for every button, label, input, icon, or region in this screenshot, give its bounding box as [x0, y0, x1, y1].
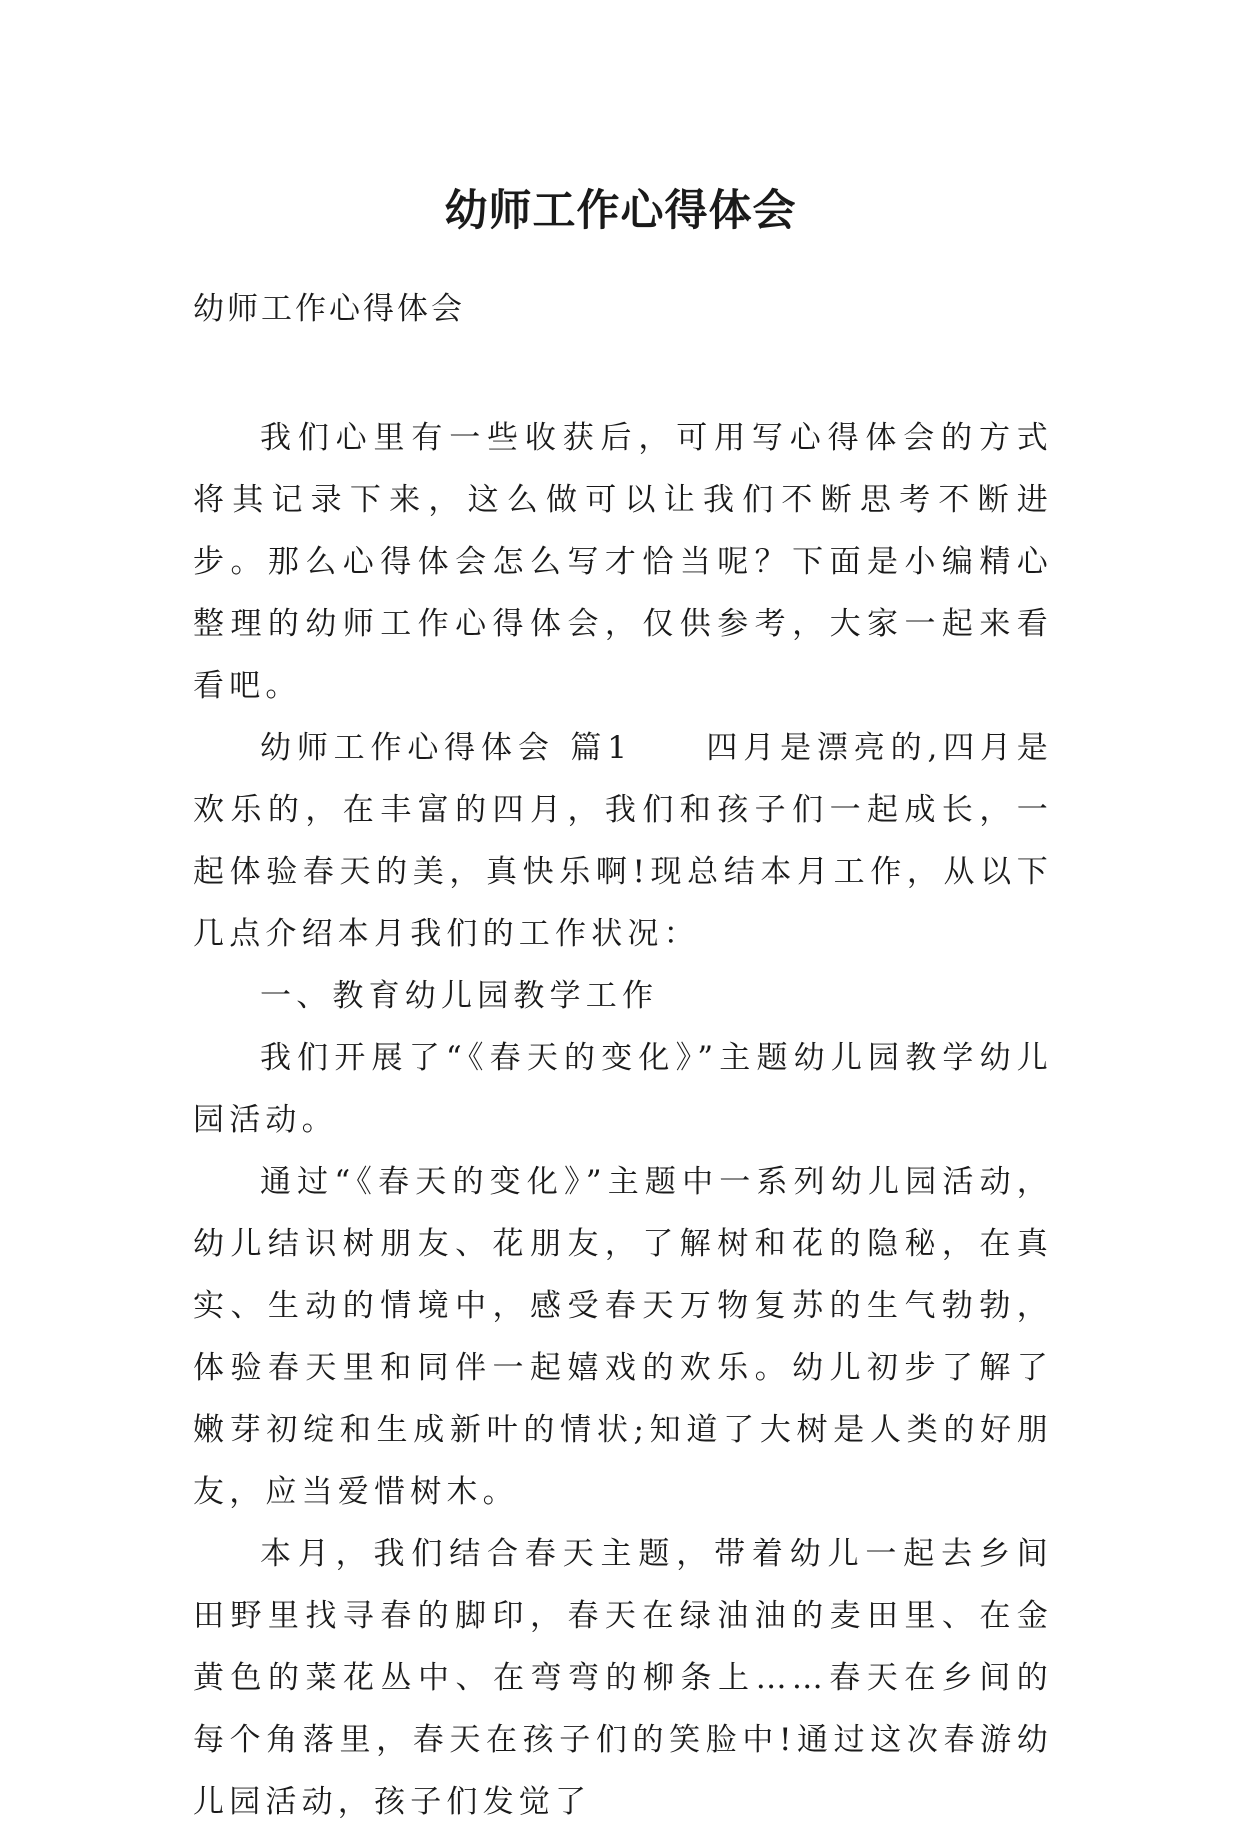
paragraph-theme-activity: 我们开展了“《春天的变化》”主题幼儿园教学幼儿园活动。	[193, 1040, 1053, 1138]
paragraph-heading-teaching: 一、教育幼儿园教学工作	[260, 978, 659, 1014]
paragraph-section-1: 幼师工作心得体会 篇1 四月是漂亮的,四月是欢乐的，在丰富的四月，我们和孩子们一起成长，一起体验春天的美，真快乐啊!现总结本月工作，从以下几点介绍本月我们的工作状况：	[193, 730, 1053, 952]
document-title: 幼师工作心得体会	[444, 185, 797, 236]
paragraph-theme-details: 通过“《春天的变化》”主题中一系列幼儿园活动，幼儿结识树朋友、花朋友，了解树和花的隐秘，在真实、生动的情境中，感受春天万物复苏的生气勃勃，体验春天里和同伴一起嬉戏的欢乐。幼儿初步了解了嫩芽初绽和生成新叶的情状;知道了大树是人类的好朋友，应当爱惜树木。	[193, 1164, 1053, 1510]
paragraph-spring-outing: 本月，我们结合春天主题，带着幼儿一起去乡间田野里找寻春的脚印，春天在绿油油的麦田里、在金黄色的菜花丛中、在弯弯的柳条上……春天在乡间的每个角落里，春天在孩子们的笑脸中!通过这次春游幼儿园活动，孩子们发觉了	[193, 1536, 1053, 1820]
paragraph-intro: 我们心里有一些收获后，可用写心得体会的方式将其记录下来，这么做可以让我们不断思考不断进步。那么心得体会怎么写才恰当呢？下面是小编精心整理的幼师工作心得体会，仅供参考，大家一起来看看吧。	[193, 420, 1053, 704]
document-subtitle: 幼师工作心得体会	[193, 291, 465, 327]
document-body	[193, 407, 1053, 1833]
